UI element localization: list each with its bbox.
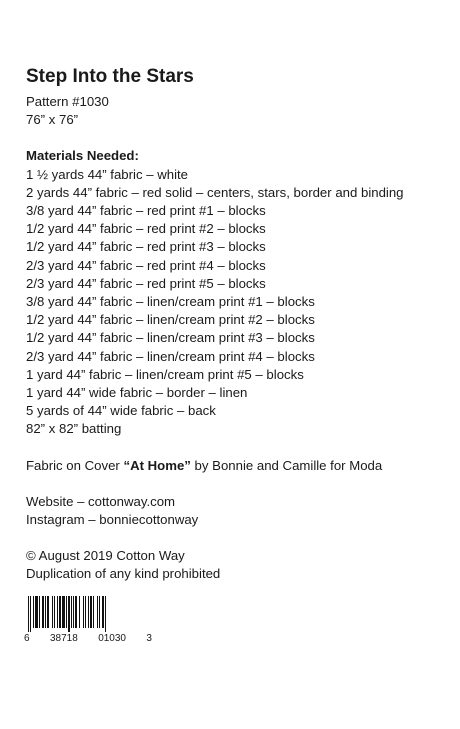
barcode-bar <box>97 596 98 628</box>
material-item: 2/3 yard 44” fabric – red print #4 – blocks <box>26 257 266 273</box>
material-item: 1 ½ yards 44” fabric – white <box>26 166 188 182</box>
barcode-bar <box>75 596 77 628</box>
barcode-bar <box>105 596 106 632</box>
material-item: 1 yard 44” wide fabric – border – linen <box>26 385 248 401</box>
material-item: 3/8 yard 44” fabric – red print #1 – blocks <box>26 203 266 219</box>
barcode-bar <box>30 596 31 632</box>
barcode-bar <box>52 596 53 628</box>
material-item: 1/2 yard 44” fabric – linen/cream print #2 – blocks <box>26 312 315 328</box>
website-line: Website – cottonway.com <box>26 493 176 509</box>
material-item: 1 yard 44” fabric – linen/cream print #5 – blocks <box>26 366 304 382</box>
barcode-bar <box>88 596 89 628</box>
copyright-line: © August 2019 Cotton Way <box>26 548 185 564</box>
barcode-bars <box>24 596 154 632</box>
barcode-bar <box>79 596 80 628</box>
material-item: 5 yards of 44” wide fabric – back <box>26 403 216 419</box>
spacer <box>26 475 446 493</box>
material-item: 2 yards 44” fabric – red solid – centers, stars, border and binding <box>26 184 404 200</box>
barcode-bar <box>33 596 34 628</box>
instagram-line: Instagram – bonniecottonway <box>26 512 199 528</box>
pattern-title: Step Into the Stars <box>26 66 194 87</box>
barcode-bar <box>85 596 86 628</box>
fabric-credit-suffix: by Bonnie and Camille for Moda <box>190 457 383 473</box>
barcode-bar <box>68 596 70 632</box>
spacer <box>26 129 446 147</box>
fabric-credit <box>26 457 446 475</box>
material-item: 82” x 82” batting <box>26 421 122 437</box>
material-item: 2/3 yard 44” fabric – linen/cream print #4 – blocks <box>26 348 315 364</box>
material-item: 3/8 yard 44” fabric – linen/cream print #1 – blocks <box>26 294 315 310</box>
pattern-number: Pattern #1030 <box>26 94 109 109</box>
spacer <box>26 439 446 457</box>
fabric-collection-name: “At Home” <box>123 457 191 473</box>
barcode <box>24 596 154 644</box>
barcode-digit-group: 01030 <box>98 633 126 644</box>
material-item: 2/3 yard 44” fabric – red print #5 – blocks <box>26 275 266 291</box>
fabric-credit-prefix: Fabric on Cover <box>26 457 124 473</box>
barcode-digit-group: 6 <box>24 633 30 644</box>
barcode-bar <box>59 596 61 628</box>
duplication-notice: Duplication of any kind prohibited <box>26 566 221 582</box>
barcode-bar <box>102 596 104 628</box>
barcode-digits <box>24 633 152 644</box>
barcode-bar <box>42 596 44 628</box>
barcode-digit-group: 3 <box>146 633 152 644</box>
material-item: 1/2 yard 44” fabric – red print #3 – blocks <box>26 239 266 255</box>
barcode-bar <box>66 596 67 628</box>
barcode-bar <box>47 596 49 628</box>
pattern-back-cover <box>26 66 446 584</box>
barcode-bar <box>28 596 29 632</box>
barcode-bar <box>99 596 100 628</box>
spacer <box>26 529 446 547</box>
barcode-bar <box>73 596 74 628</box>
barcode-bar <box>54 596 55 628</box>
barcode-bar <box>93 596 94 628</box>
barcode-bar <box>39 596 40 628</box>
barcode-bar <box>71 596 72 628</box>
barcode-bar <box>90 596 92 628</box>
materials-heading: Materials Needed: <box>26 148 139 164</box>
barcode-bar <box>62 596 65 628</box>
barcode-bar <box>45 596 46 628</box>
material-item: 1/2 yard 44” fabric – red print #2 – blocks <box>26 221 266 237</box>
barcode-digit-group: 38718 <box>49 633 78 644</box>
barcode-bar <box>83 596 84 628</box>
materials-list <box>26 166 446 439</box>
barcode-bar <box>35 596 38 628</box>
quilt-size: 76” x 76” <box>26 112 79 128</box>
barcode-bar <box>57 596 58 628</box>
material-item: 1/2 yard 44” fabric – linen/cream print #3 – blocks <box>26 330 315 346</box>
